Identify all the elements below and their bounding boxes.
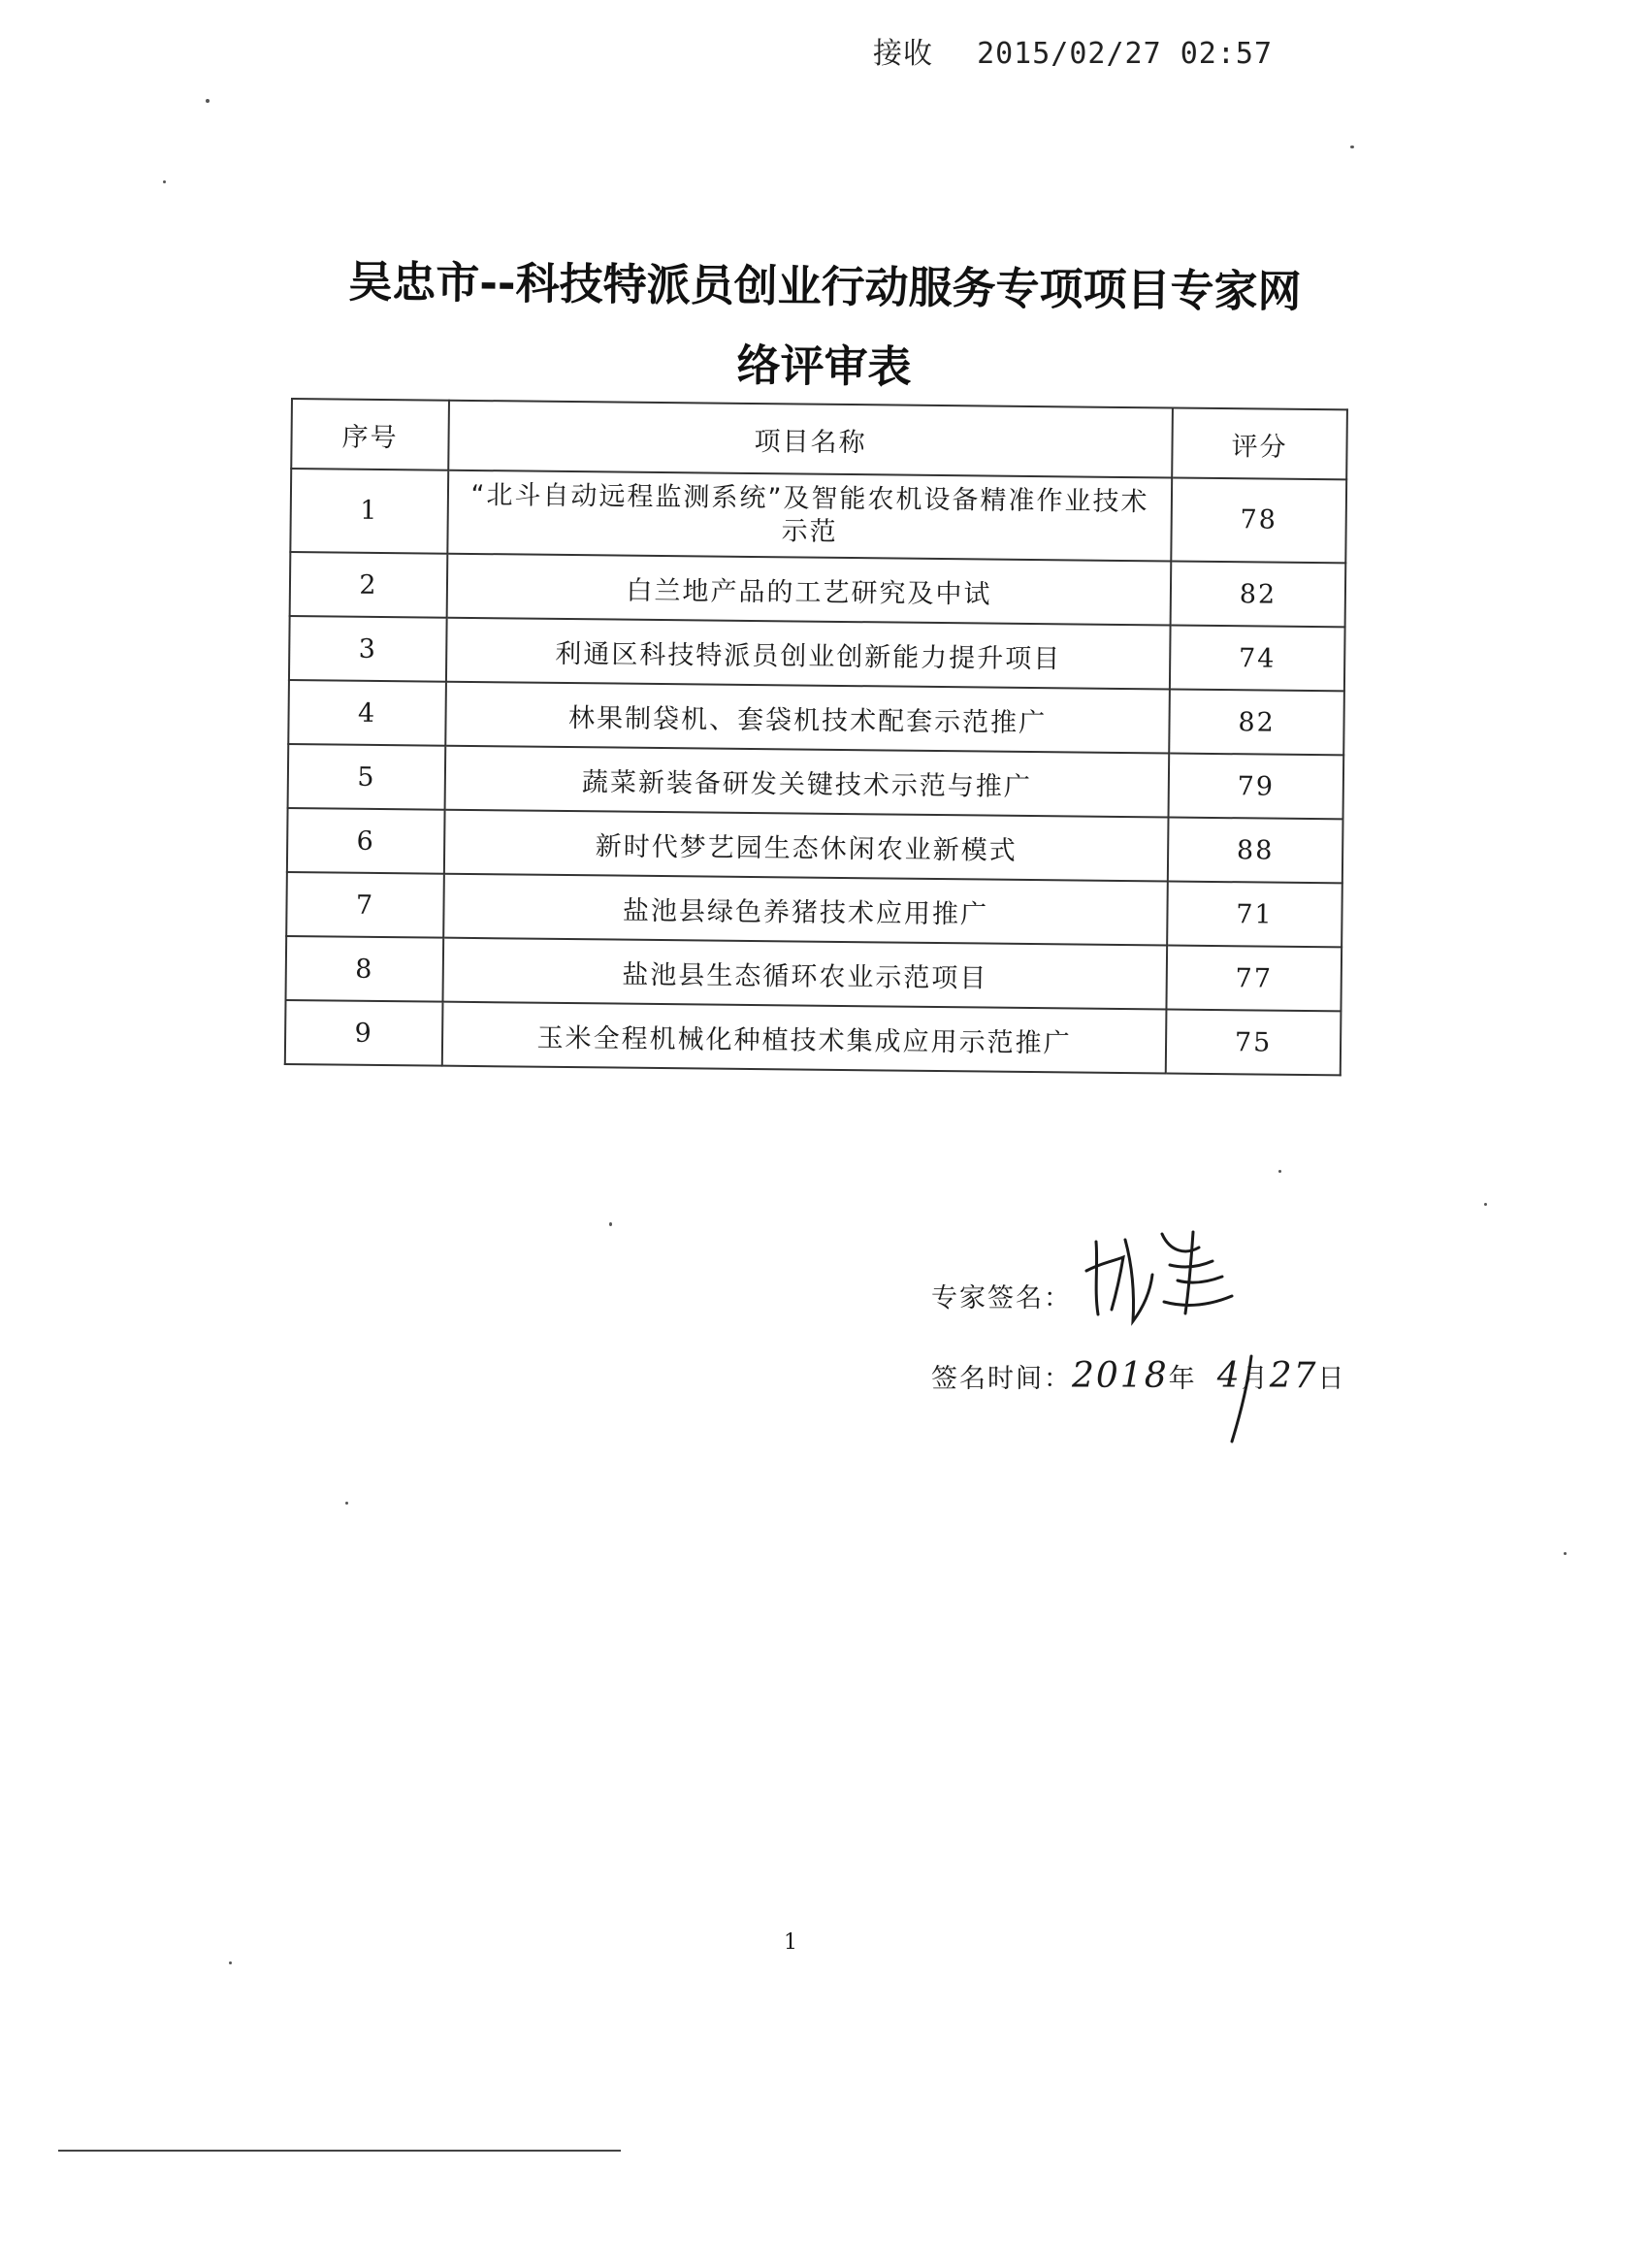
row-score: 75 [1166, 1009, 1342, 1075]
row-project-name: “北斗自动远程监测系统”及智能农机设备精准作业技术示范 [447, 470, 1172, 562]
document-title-line-1: 吴忠市--科技特派员创业行动服务专项项目专家网 [347, 255, 1302, 318]
table-header-row [291, 399, 1347, 479]
scan-speck [163, 180, 166, 183]
table-row [290, 552, 1346, 627]
header-serial-number: 序号 [291, 399, 449, 470]
fax-receipt-header [873, 29, 1273, 72]
signature-date-line [931, 1356, 1346, 1396]
table-row [288, 680, 1344, 755]
row-project-name: 玉米全程机械化种植技术集成应用示范推广 [442, 1002, 1167, 1074]
table-row [285, 1000, 1342, 1075]
row-project-name: 林果制袋机、套袋机技术配套示范推广 [445, 682, 1170, 754]
scan-speck [229, 1961, 232, 1964]
signature-date-day-unit: 日 [1317, 1364, 1346, 1394]
row-project-name: 新时代梦艺园生态休闲农业新模式 [444, 810, 1169, 882]
row-project-name: 利通区科技特派员创业创新能力提升项目 [446, 618, 1171, 690]
row-score: 82 [1171, 562, 1346, 628]
handwritten-date-stroke [1222, 1348, 1261, 1445]
expert-signature-label: 专家签名： [931, 1283, 1072, 1313]
scan-speck [1484, 1203, 1487, 1206]
table-row [290, 469, 1346, 563]
table-row [287, 808, 1343, 883]
row-score: 88 [1168, 817, 1343, 883]
row-score: 79 [1169, 754, 1344, 820]
row-score: 77 [1167, 945, 1342, 1011]
scan-speck [609, 1222, 612, 1226]
document-title [309, 242, 1340, 411]
row-project-name: 盐池县绿色养猪技术应用推广 [443, 874, 1168, 946]
scan-speck [345, 1502, 348, 1505]
row-serial-number: 8 [285, 936, 443, 1002]
signature-date-year-unit: 年 [1168, 1364, 1197, 1394]
signature-date-month: 4 [1216, 1356, 1242, 1396]
row-serial-number: 1 [290, 469, 448, 554]
row-score: 82 [1169, 690, 1344, 756]
row-serial-number: 2 [290, 552, 448, 618]
fax-receipt-timestamp: 2015/02/27 02:57 [977, 37, 1274, 71]
table-row [288, 744, 1344, 819]
row-score: 78 [1171, 478, 1346, 564]
row-project-name: 蔬菜新装备研发关键技术示范与推广 [445, 746, 1170, 818]
row-score: 74 [1170, 626, 1345, 692]
document-title-line-2: 络评审表 [736, 340, 912, 393]
signature-date-label: 签名时间： [931, 1364, 1072, 1394]
row-serial-number: 6 [287, 808, 445, 874]
row-serial-number: 5 [288, 744, 446, 810]
page-number: 1 [784, 1930, 797, 1955]
scan-speck [1564, 1552, 1567, 1555]
row-score: 71 [1167, 881, 1342, 947]
table-row [286, 872, 1342, 947]
signature-date-month-unit: 月 [1241, 1364, 1270, 1394]
signature-date-year: 2018 [1072, 1356, 1169, 1396]
review-score-table [284, 398, 1348, 1076]
review-table-container [284, 398, 1348, 1076]
header-project-name: 项目名称 [448, 401, 1173, 478]
expert-signature-block [931, 1213, 1346, 1465]
row-serial-number: 9 [285, 1000, 443, 1066]
row-serial-number: 7 [286, 872, 444, 938]
row-project-name: 白兰地产品的工艺研究及中试 [447, 554, 1172, 626]
signature-date-day: 27 [1269, 1356, 1318, 1396]
header-score: 评分 [1172, 408, 1347, 480]
handwritten-signature [1077, 1213, 1242, 1329]
scan-speck [1278, 1170, 1281, 1173]
row-project-name: 盐池县生态循环农业示范项目 [442, 938, 1167, 1010]
fax-receipt-label: 接收 [873, 37, 933, 71]
table-row [289, 616, 1345, 691]
row-serial-number: 3 [289, 616, 447, 682]
table-row [285, 936, 1342, 1011]
row-serial-number: 4 [288, 680, 446, 746]
scan-speck [1350, 146, 1354, 148]
footer-divider [58, 2150, 621, 2152]
scan-speck [206, 99, 210, 103]
